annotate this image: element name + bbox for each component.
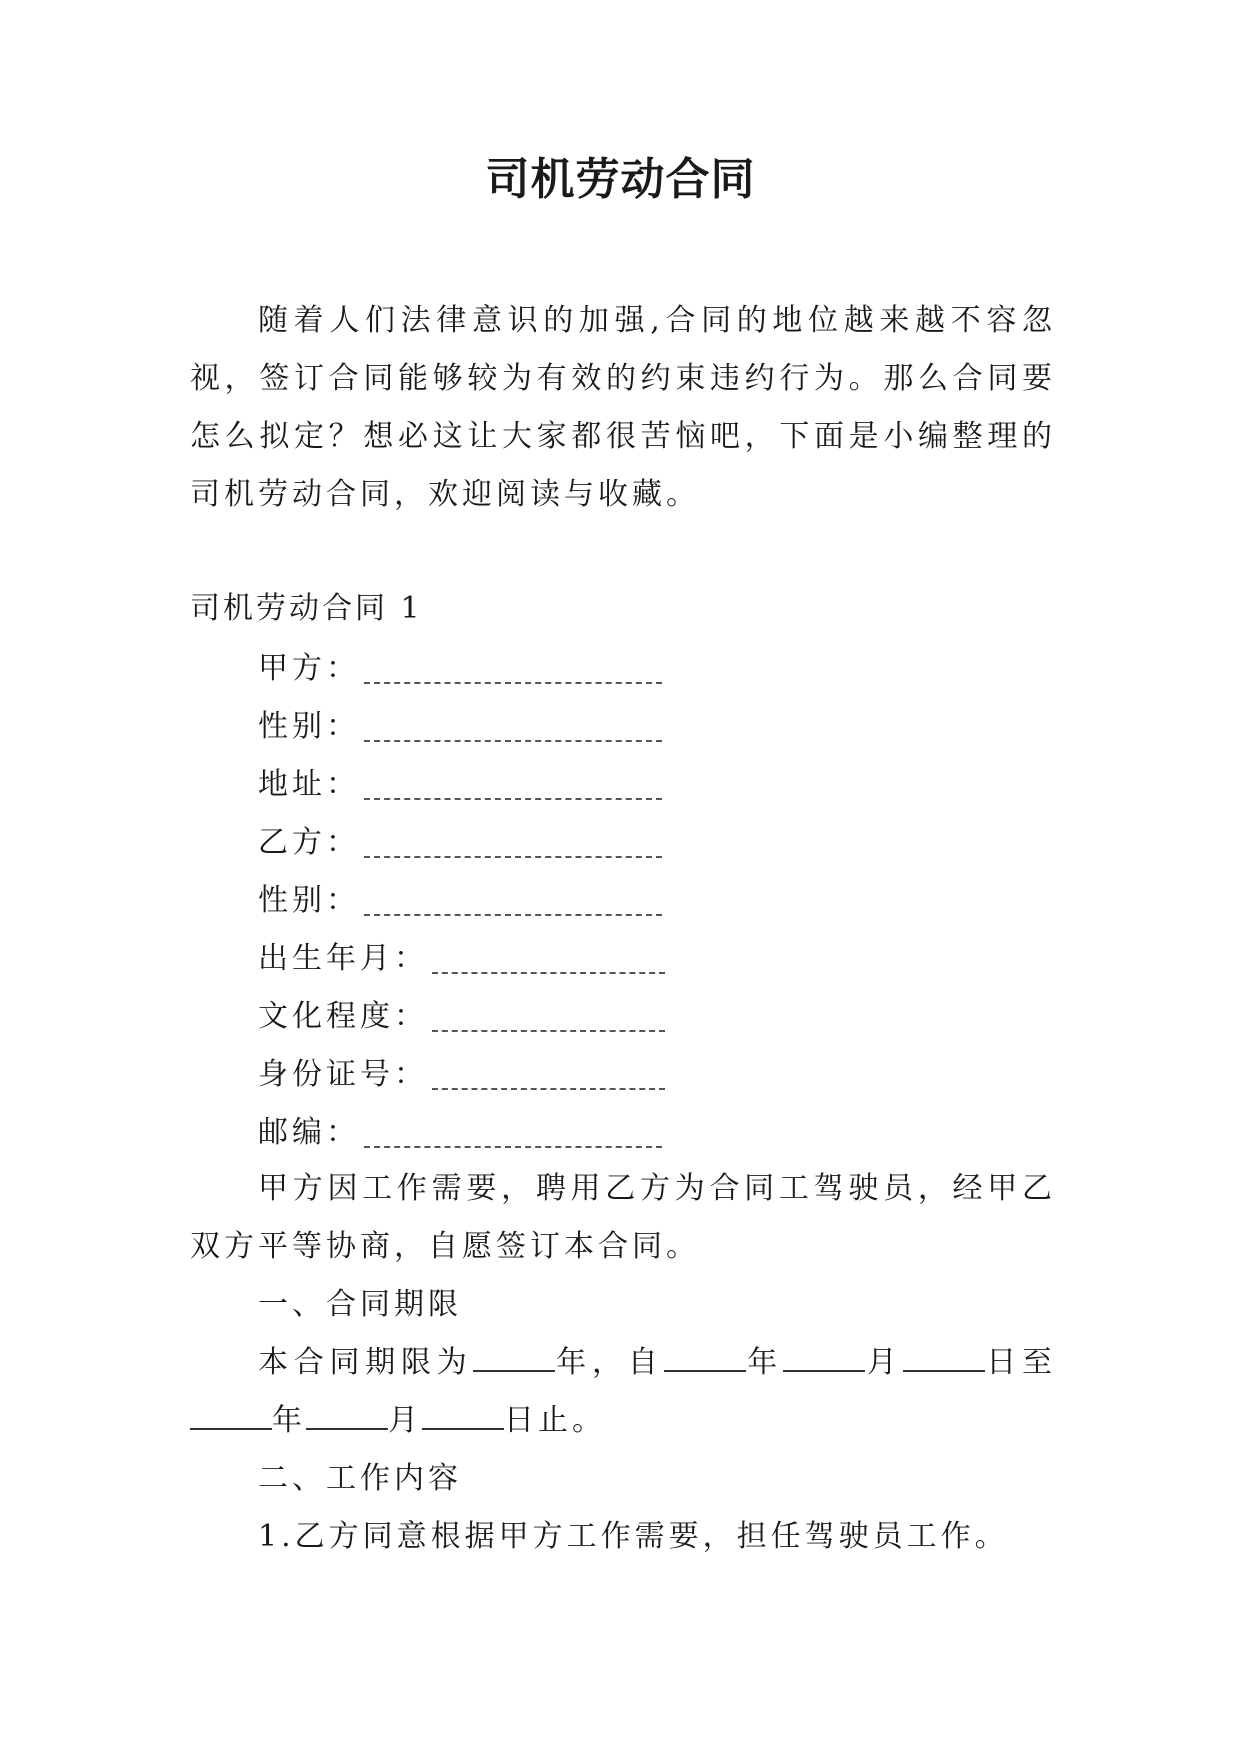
fill-blank[interactable]: [432, 994, 665, 1032]
field-label: 出生年月：: [258, 941, 428, 976]
term-text: 年: [745, 1345, 783, 1380]
field-party-b-gender: [258, 872, 858, 930]
field-birth-date: [258, 930, 858, 988]
purpose-paragraph: 甲方因工作需要，聘用乙方为合同工驾驶员，经甲乙双方平等协商，自愿签订本合同。: [190, 1171, 1056, 1264]
fill-blank[interactable]: [364, 704, 662, 742]
field-label: 甲方：: [258, 651, 360, 686]
term-text: 日至: [984, 1345, 1056, 1380]
field-party-b: [258, 814, 858, 872]
field-label: 邮编：: [258, 1115, 360, 1150]
field-label: 文化程度：: [258, 999, 428, 1034]
field-label: 性别：: [258, 883, 360, 918]
work-item-1: 1.乙方同意根据甲方工作需要，担任驾驶员工作。: [258, 1519, 1009, 1554]
fill-blank[interactable]: [432, 1052, 665, 1090]
term-text: 年: [272, 1403, 306, 1438]
term-text: 月: [865, 1345, 903, 1380]
fill-blank[interactable]: [664, 1340, 746, 1372]
term-prefix: 本合同期限为: [258, 1345, 473, 1380]
field-education: [258, 988, 858, 1046]
section-heading-work: 二、工作内容: [258, 1461, 462, 1496]
term-paragraph: [190, 1334, 1056, 1450]
intro-paragraph: 随着人们法律意识的加强,合同的地位越来越不容忽视，签订合同能够较为有效的约束违约行为。那么合同要怎么拟定？想必这让大家都很苦恼吧，下面是小编整理的司机劳动合同，欢迎阅读与收藏。: [190, 303, 1056, 512]
field-label: 身份证号：: [258, 1057, 428, 1092]
field-party-a-gender: [258, 698, 858, 756]
fill-blank[interactable]: [364, 646, 662, 684]
field-party-a: [258, 640, 858, 698]
section-heading-term: 一、合同期限: [258, 1287, 462, 1322]
contract-subtitle: 司机劳动合同 1: [190, 591, 423, 626]
fill-blank[interactable]: [783, 1340, 865, 1372]
field-label: 性别：: [258, 709, 360, 744]
party-info-fields: [258, 640, 858, 1162]
fill-blank[interactable]: [473, 1340, 555, 1372]
field-postcode: [258, 1104, 858, 1162]
fill-blank[interactable]: [903, 1340, 985, 1372]
fill-blank[interactable]: [422, 1398, 504, 1430]
field-id-number: [258, 1046, 858, 1104]
term-text: 日止。: [504, 1403, 606, 1438]
fill-blank[interactable]: [364, 762, 662, 800]
fill-blank[interactable]: [190, 1398, 272, 1430]
fill-blank[interactable]: [432, 936, 665, 974]
fill-blank[interactable]: [364, 820, 662, 858]
field-label: 乙方：: [258, 825, 360, 860]
fill-blank[interactable]: [364, 1110, 662, 1148]
field-label: 地址：: [258, 767, 360, 802]
term-text: 年，自: [554, 1345, 664, 1380]
fill-blank[interactable]: [306, 1398, 388, 1430]
fill-blank[interactable]: [364, 878, 662, 916]
field-party-a-address: [258, 756, 858, 814]
term-text: 月: [388, 1403, 422, 1438]
document-title: 司机劳动合同: [485, 154, 756, 205]
